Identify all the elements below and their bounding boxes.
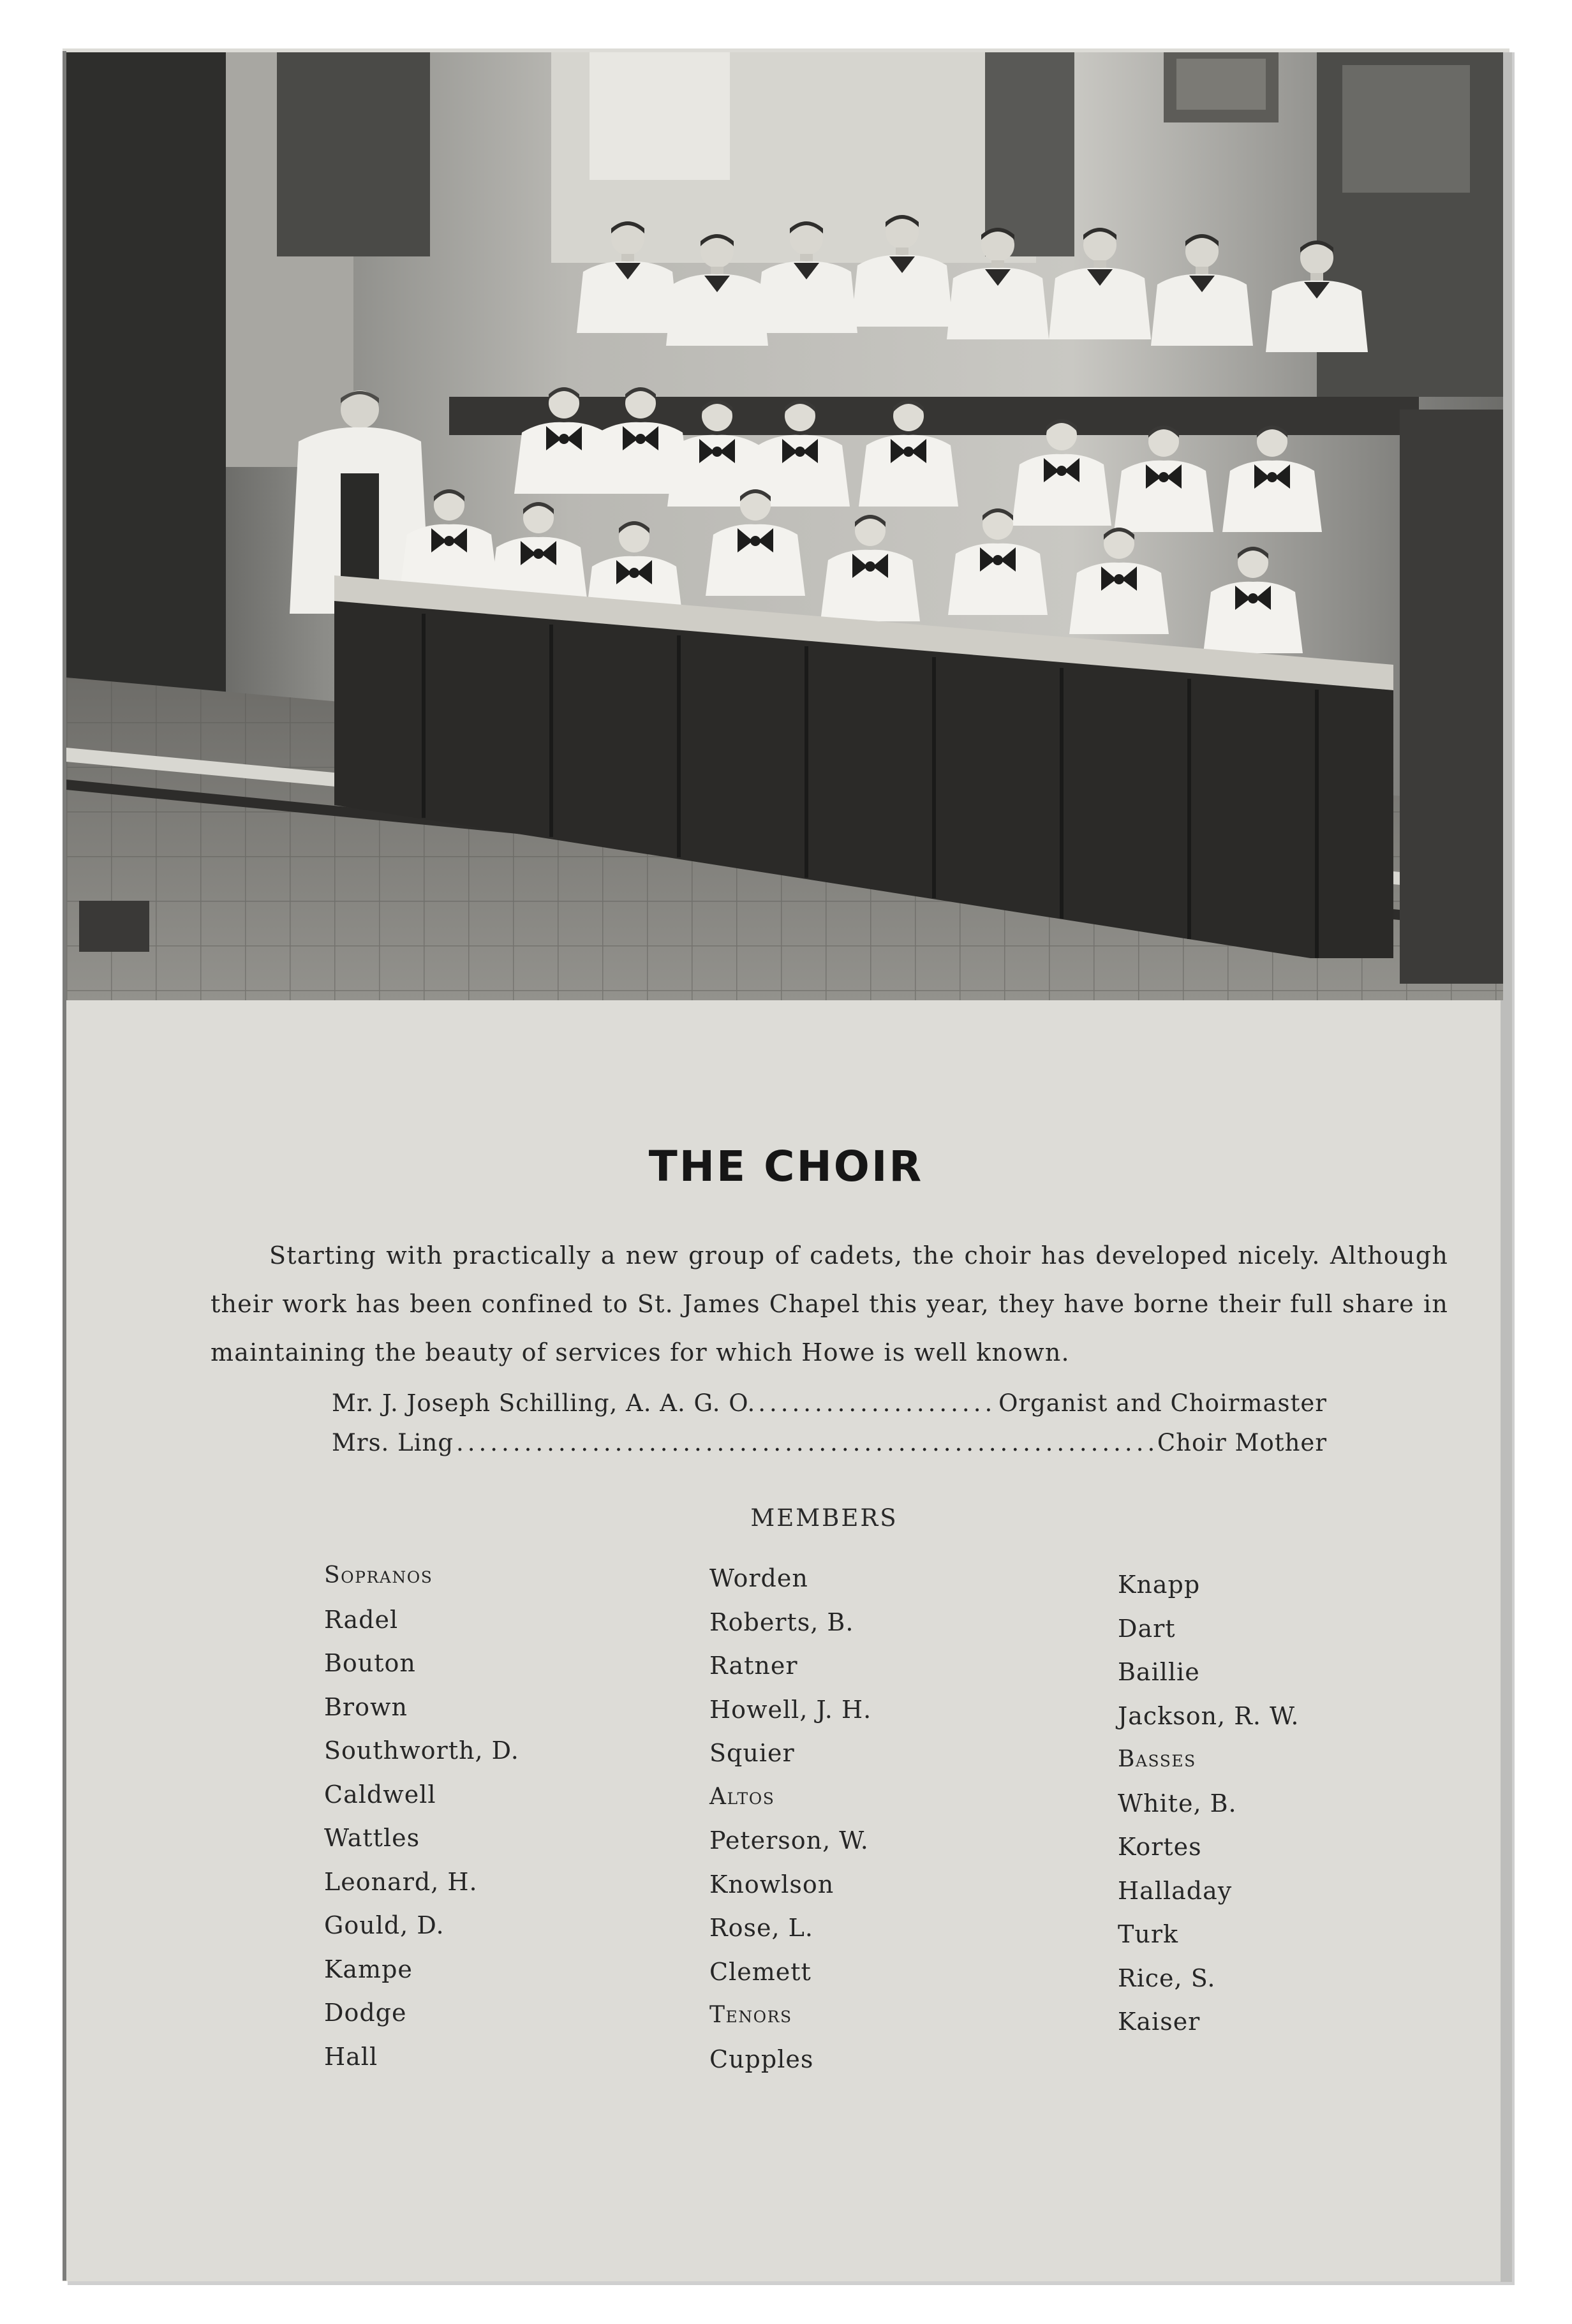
choir-photograph [66,52,1503,1000]
member-name: Kortes [1118,1833,1202,1861]
member-name: Dodge [324,1999,407,2027]
members-column-2 [709,1557,871,2081]
member-name: Roberts, B. [709,1608,854,1636]
staff-line-choir-mother [332,1429,1327,1456]
intro-paragraph: Starting with practically a new group of cadets, the choir has developed nicely. Although their work has been confined to St. James Chapel this year, they have borne their full share in maintaining the beauty of services for which Howe is well known. [211,1241,1448,1366]
member-name: Knapp [1118,1571,1201,1599]
member-name: Kaiser [1118,2008,1201,2036]
member-name: Ratner [709,1652,798,1680]
members-heading: MEMBERS [750,1504,898,1532]
member-name: White, B. [1118,1789,1237,1817]
voice-section-heading: Sopranos [324,1562,433,1588]
staff-role: Choir Mother [1157,1429,1327,1456]
member-name: Brown [324,1692,408,1721]
member-name: Squier [709,1739,795,1767]
staff-name: Mr. J. Joseph Schilling, A. A. G. O. [332,1389,756,1417]
member-name: Wattles [324,1824,420,1852]
member-name: Dart [1118,1614,1176,1643]
member-name: Kampe [324,1955,413,1983]
member-name: Knowlson [709,1870,834,1898]
page-title: THE CHOIR [648,1142,924,1191]
staff-role: Organist and Choirmaster [998,1389,1327,1417]
member-name: Turk [1118,1920,1179,1948]
staff-name: Mrs. Ling [332,1429,454,1456]
member-name: Baillie [1118,1658,1200,1686]
voice-section-heading: Tenors [709,2002,792,2028]
member-name: Howell, J. H. [709,1695,872,1724]
staff-line-organist [332,1389,1327,1417]
member-name: Southworth, D. [324,1736,519,1765]
voice-section-heading: Altos [709,1783,775,1810]
member-name: Halladay [1118,1876,1233,1905]
member-name: Clemett [709,1957,812,1986]
dot-leader [456,1429,1155,1456]
member-name: Cupples [709,2045,814,2073]
member-name: Rose, L. [709,1914,813,1942]
member-name: Rice, S. [1118,1964,1216,1992]
member-name: Bouton [324,1649,416,1677]
member-name: Caldwell [324,1780,436,1809]
member-name: Hall [324,2042,378,2071]
member-name: Leonard, H. [324,1867,478,1896]
member-name: Peterson, W. [709,1826,869,1854]
members-column-1 [324,1554,519,2078]
member-name: Worden [709,1564,808,1592]
dot-leader [758,1389,996,1417]
member-name: Jackson, R. W. [1118,1701,1300,1730]
choir-photo-illustration [66,52,1503,1000]
voice-section-heading: Basses [1118,1746,1196,1772]
member-name: Radel [324,1605,399,1634]
member-name: Gould, D. [324,1911,445,1939]
members-column-3 [1118,1563,1299,2044]
